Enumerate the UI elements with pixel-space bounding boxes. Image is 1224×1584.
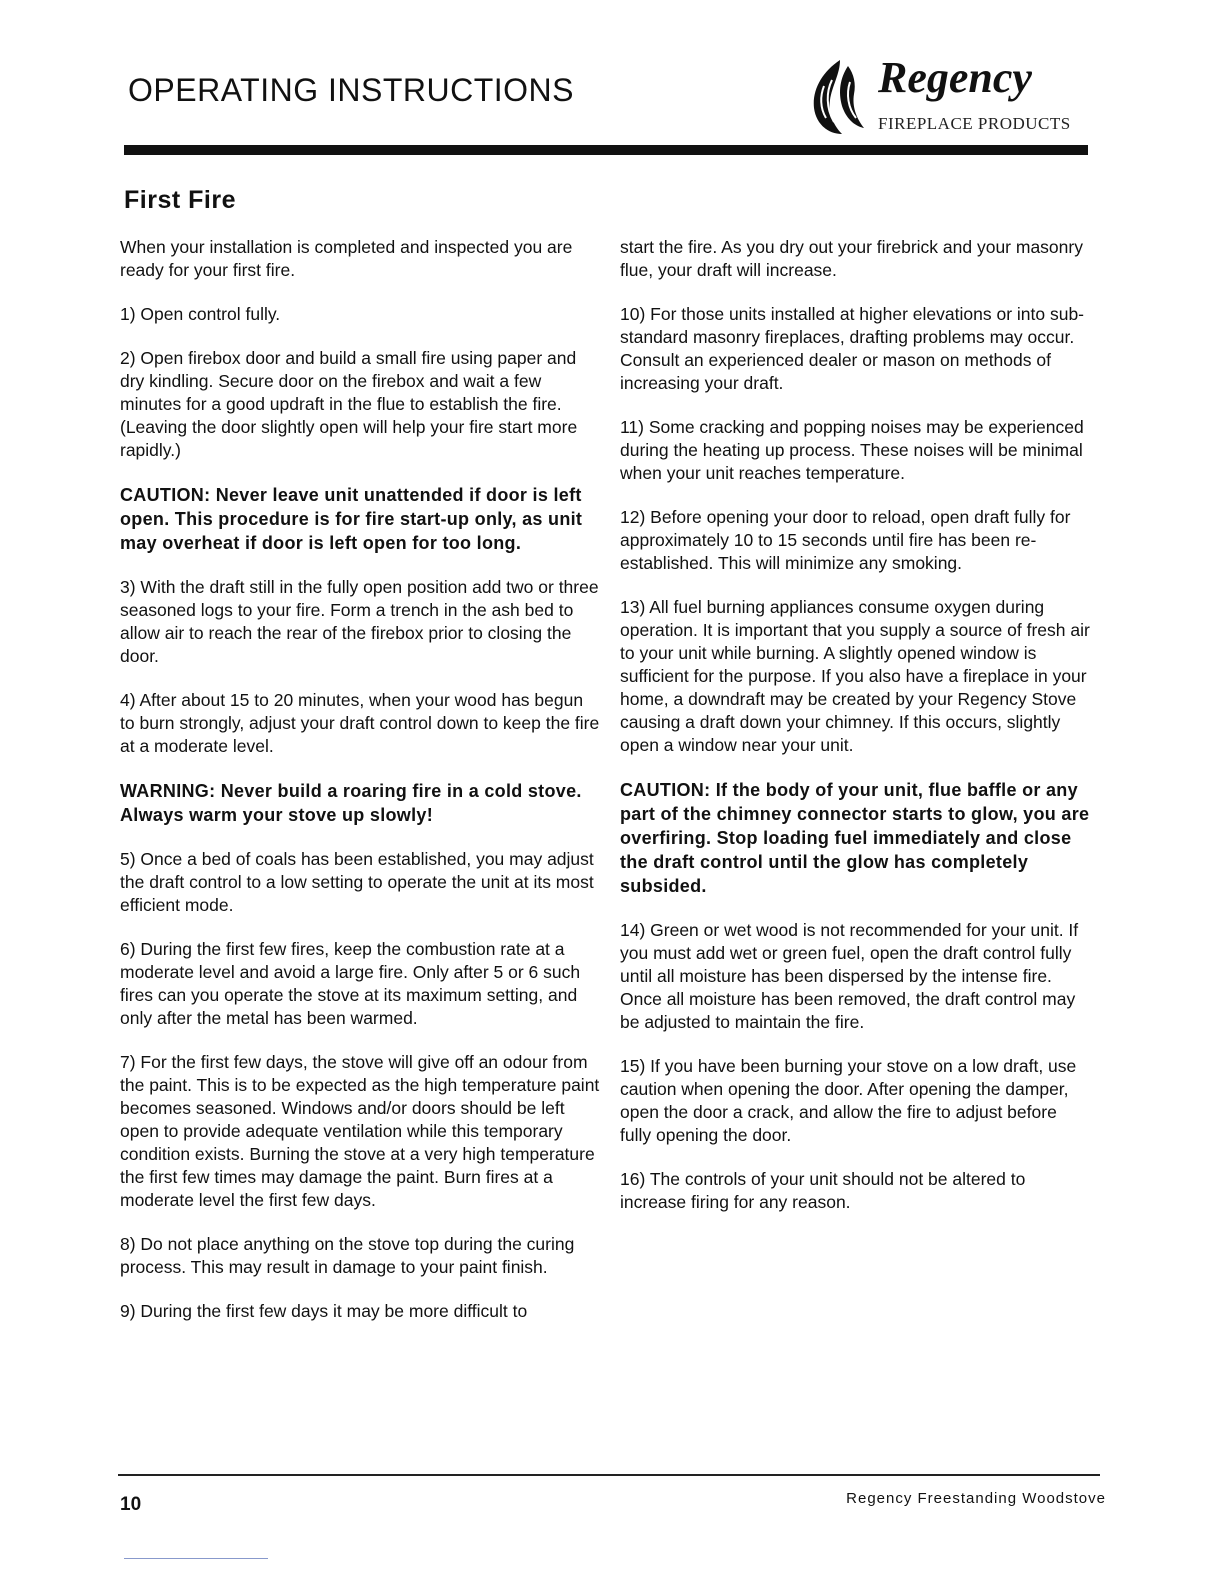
paragraph: 6) During the first few fires, keep the combustion rate at a moderate level and avoid a large fire. Only after 5 or 6 such fires can you operate the stove at its maximum setting, and only after the metal has been warmed. bbox=[120, 939, 581, 1028]
paragraph: When your installation is completed and inspected you are ready for your first fire. bbox=[120, 237, 573, 280]
footer-divider bbox=[118, 1474, 1100, 1476]
paragraph: 3) With the draft still in the fully open position add two or three seasoned logs to your fire. Form a trench in the ash bed to allow air to reach the rear of the firebox prior to closing the door. bbox=[120, 577, 599, 666]
paragraph: 7) For the first few days, the stove will give off an odour from the paint. This is to be expected as the high temperature paint becomes seasoned. Windows and/or doors should be left open to provide adequate ventilation while this temporary condition exists. Burning the stove at a very high temperature the first few times may damage the paint. Burn fires at a moderate level the first few days. bbox=[120, 1052, 600, 1210]
flame-logo-icon bbox=[804, 56, 876, 136]
header-divider bbox=[124, 145, 1088, 155]
footer-title: Regency Freestanding Woodstove bbox=[846, 1490, 1106, 1507]
paragraph: 5) Once a bed of coals has been established, you may adjust the draft control to a low setting to operate the unit at its most efficient mode. bbox=[120, 849, 594, 915]
regency-logo bbox=[804, 53, 1104, 140]
warning-paragraph: WARNING: Never build a roaring fire in a cold stove. Always warm your stove up slowly! bbox=[120, 781, 582, 825]
section-title: First Fire bbox=[124, 186, 236, 214]
paragraph: 9) During the first few days it may be more difficult to bbox=[120, 1301, 528, 1321]
logo-brand-name: Regency bbox=[878, 53, 1032, 102]
paragraph: start the fire. As you dry out your firebrick and your masonry flue, your draft will increase. bbox=[620, 237, 1083, 280]
page-header-title: OPERATING INSTRUCTIONS bbox=[128, 72, 574, 108]
logo-subtitle: FIREPLACE PRODUCTS bbox=[878, 114, 1071, 133]
paragraph: 1) Open control fully. bbox=[120, 304, 281, 324]
page-number: 10 bbox=[120, 1494, 142, 1515]
caution-paragraph: CAUTION: If the body of your unit, flue baffle or any part of the chimney connector starts to glow, you are overfiring. Stop loading fuel immediately and close the draft control until the glow has completely subsided. bbox=[620, 780, 1090, 896]
paragraph: 13) All fuel burning appliances consume oxygen during operation. It is important that you supply a source of fresh air to your unit while burning. A slightly opened window is sufficient for the purpose. If you also have a fireplace in your home, a downdraft may be created by your Regency Stove causing a draft down your chimney. If this occurs, slightly open a window near your unit. bbox=[620, 597, 1090, 755]
paragraph: 10) For those units installed at higher elevations or into sub-standard masonry fireplaces, drafting problems may occur. Consult an experienced dealer or mason on methods of increasing your draft. bbox=[620, 304, 1085, 393]
scan-artifact-line bbox=[124, 1558, 268, 1559]
paragraph: 8) Do not place anything on the stove top during the curing process. This may result in damage to your paint finish. bbox=[120, 1234, 575, 1277]
paragraph: 12) Before opening your door to reload, open draft fully for approximately 10 to 15 seconds until fire has been re-established. This will minimize any smoking. bbox=[620, 507, 1071, 573]
paragraph: 14) Green or wet wood is not recommended for your unit. If you must add wet or green fuel, open the draft control fully until all moisture has been dispersed by the intense fire. Once all moisture has been removed, the draft control may be adjusted to maintain the fire. bbox=[620, 920, 1079, 1032]
caution-paragraph: CAUTION: Never leave unit unattended if door is left open. This procedure is for fire start-up only, as unit may overheat if door is left open for too long. bbox=[120, 485, 583, 553]
paragraph: 15) If you have been burning your stove on a low draft, use caution when opening the door. After opening the damper, open the door a crack, and allow the fire to adjust before fully opening the door. bbox=[620, 1056, 1077, 1145]
left-column bbox=[120, 236, 600, 1344]
paragraph: 11) Some cracking and popping noises may be experienced during the heating up process. These noises will be minimal when your unit reaches temperature. bbox=[620, 417, 1084, 483]
paragraph: 2) Open firebox door and build a small fire using paper and dry kindling. Secure door on the firebox and wait a few minutes for a good updraft in the flue to establish the fire. (Leaving the door slightly open will help your fire start more rapidly.) bbox=[120, 348, 578, 460]
right-column bbox=[620, 236, 1092, 1235]
paragraph: 4) After about 15 to 20 minutes, when your wood has begun to burn strongly, adjust your draft control down to keep the fire at a moderate level. bbox=[120, 690, 600, 756]
paragraph: 16) The controls of your unit should not be altered to increase firing for any reason. bbox=[620, 1169, 1026, 1212]
